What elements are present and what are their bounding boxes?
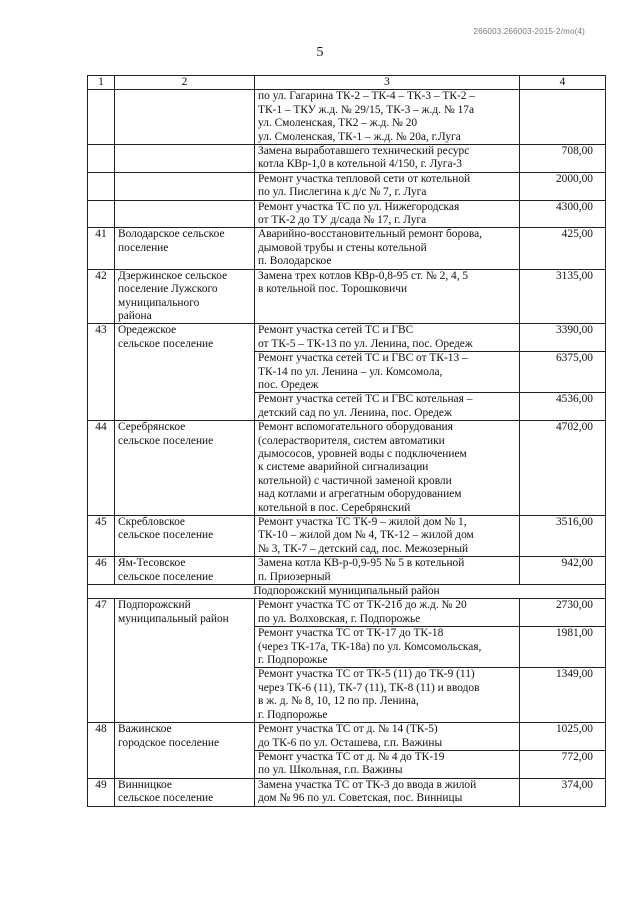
municipality-name — [115, 200, 255, 228]
table-row — [88, 269, 606, 324]
table-row — [88, 90, 606, 145]
column-header: 4 — [520, 76, 606, 90]
work-description: Ремонт участка ТС по ул. Нижегородская от ТК-2 до ТУ д/сада № 17, г. Луга — [255, 200, 520, 228]
amount-value: 3135,00 — [520, 269, 606, 324]
item-number: 46 — [88, 557, 115, 585]
item-number: 42 — [88, 269, 115, 324]
section-title: Подпорожский муниципальный район — [88, 585, 606, 599]
item-number — [88, 200, 115, 228]
work-description: Ремонт участка тепловой сети от котельной по ул. Пислегина к д/с № 7, г. Луга — [255, 172, 520, 200]
item-number: 43 — [88, 324, 115, 421]
municipality-name: Скребловское сельское поселение — [115, 516, 255, 557]
table-row — [88, 228, 606, 269]
work-description: Ремонт вспомогательного оборудования (солерастворителя, систем автоматики дымососов, уровней воды с подключением к системе аварийной сигнализации котельной) с частичной заменой кровли над котлами и агрегатным оборудованием котельной в пос. Серебрянский — [255, 421, 520, 516]
amount-value: 1981,00 — [520, 627, 606, 668]
column-header: 1 — [88, 76, 115, 90]
amount-value: 1349,00 — [520, 668, 606, 723]
column-header-row — [88, 76, 606, 90]
municipality-name: Важинское городское поселение — [115, 723, 255, 779]
municipality-name: Оредежское сельское поселение — [115, 324, 255, 421]
amount-value: 374,00 — [520, 778, 606, 806]
amount-value: 1025,00 — [520, 723, 606, 751]
amount-value — [520, 90, 606, 145]
item-number — [88, 172, 115, 200]
item-number: 48 — [88, 723, 115, 779]
amount-value: 942,00 — [520, 557, 606, 585]
work-description: Ремонт участка ТС от ТК-21б до ж.д. № 20 по ул. Волховская, г. Подпорожье — [255, 599, 520, 627]
amount-value: 708,00 — [520, 145, 606, 173]
table-row — [88, 145, 606, 173]
amount-value: 4300,00 — [520, 200, 606, 228]
item-number — [88, 90, 115, 145]
municipality-name: Ям-Тесовское сельское поселение — [115, 557, 255, 585]
municipality-name — [115, 172, 255, 200]
table-row — [88, 778, 606, 806]
item-number: 41 — [88, 228, 115, 269]
work-description: Замена котла КВ-р-0,9-95 № 5 в котельной п. Приозерный — [255, 557, 520, 585]
work-description: Замена трех котлов КВр-0,8-95 ст. № 2, 4, 5 в котельной пос. Торошковичи — [255, 269, 520, 324]
table-row — [88, 200, 606, 228]
work-description: по ул. Гагарина ТК-2 – ТК-4 – ТК-3 – ТК-2 – ТК-1 – ТКУ ж.д. № 29/15, ТК-3 – ж.д. № 17а ул. Смоленская, ТК2 – ж.д. № 20 ул. Смоленская, ТК-1 – ж.д. № 20а, г.Луга — [255, 90, 520, 145]
amount-value: 425,00 — [520, 228, 606, 269]
municipality-name: Володарское сельское поселение — [115, 228, 255, 269]
column-header: 2 — [115, 76, 255, 90]
work-description: Ремонт участка ТС от ТК-17 до ТК-18 (через ТК-17а, ТК-18а) по ул. Комсомольская, г. Подпорожье — [255, 627, 520, 668]
work-description: Ремонт участка ТС ТК-9 – жилой дом № 1, ТК-10 – жилой дом № 4, ТК-12 – жилой дом № 3, ТК-7 – детский сад, пос. Межозерный — [255, 516, 520, 557]
works-table-body — [88, 76, 606, 807]
table-row — [88, 324, 606, 352]
work-description: Ремонт участка сетей ТС и ГВС от ТК-13 – ТК-14 по ул. Ленина – ул. Комсомола, пос. Оредеж — [255, 352, 520, 393]
table-row — [88, 421, 606, 516]
section-row — [88, 585, 606, 599]
work-description: Ремонт участка сетей ТС и ГВС котельная – детский сад по ул. Ленина, пос. Оредеж — [255, 393, 520, 421]
work-description: Ремонт участка ТС от ТК-5 (11) до ТК-9 (11) через ТК-6 (11), ТК-7 (11), ТК-8 (11) и вводов в ж. д. № 8, 10, 12 по пр. Ленина, г. Подпорожье — [255, 668, 520, 723]
page-number: 5 — [316, 45, 324, 60]
document-code: 266003.266003-2015-2/mo(4) — [473, 27, 585, 36]
amount-value: 3390,00 — [520, 324, 606, 352]
table-row — [88, 172, 606, 200]
amount-value: 772,00 — [520, 750, 606, 778]
amount-value: 6375,00 — [520, 352, 606, 393]
amount-value: 4536,00 — [520, 393, 606, 421]
item-number: 47 — [88, 599, 115, 723]
item-number: 44 — [88, 421, 115, 516]
municipality-name — [115, 90, 255, 145]
table-row — [88, 723, 606, 751]
amount-value: 2730,00 — [520, 599, 606, 627]
municipality-name — [115, 145, 255, 173]
municipality-name: Винницкое сельское поселение — [115, 778, 255, 806]
municipality-name: Подпорожский муниципальный район — [115, 599, 255, 723]
work-description: Ремонт участка сетей ТС и ГВС от ТК-5 – ТК-13 по ул. Ленина, пос. Оредеж — [255, 324, 520, 352]
work-description: Замена участка ТС от ТК-3 до ввода в жилой дом № 96 по ул. Советская, пос. Винницы — [255, 778, 520, 806]
amount-value: 2000,00 — [520, 172, 606, 200]
column-header: 3 — [255, 76, 520, 90]
table-row — [88, 557, 606, 585]
item-number — [88, 145, 115, 173]
item-number: 49 — [88, 778, 115, 806]
work-description: Аварийно-восстановительный ремонт борова, дымовой трубы и стены котельной п. Володарское — [255, 228, 520, 269]
amount-value: 4702,00 — [520, 421, 606, 516]
work-description: Ремонт участка ТС от д. № 14 (ТК-5) до ТК-6 по ул. Осташева, г.п. Важины — [255, 723, 520, 751]
work-description: Замена выработавшего технический ресурс котла КВр-1,0 в котельной 4/150, г. Луга-3 — [255, 145, 520, 173]
amount-value: 3516,00 — [520, 516, 606, 557]
works-table — [87, 75, 606, 807]
municipality-name: Дзержинское сельское поселение Лужского муниципального района — [115, 269, 255, 324]
work-description: Ремонт участка ТС от д. № 4 до ТК-19 по ул. Школьная, г.п. Важины — [255, 750, 520, 778]
table-row — [88, 599, 606, 627]
municipality-name: Серебрянское сельское поселение — [115, 421, 255, 516]
item-number: 45 — [88, 516, 115, 557]
table-row — [88, 516, 606, 557]
